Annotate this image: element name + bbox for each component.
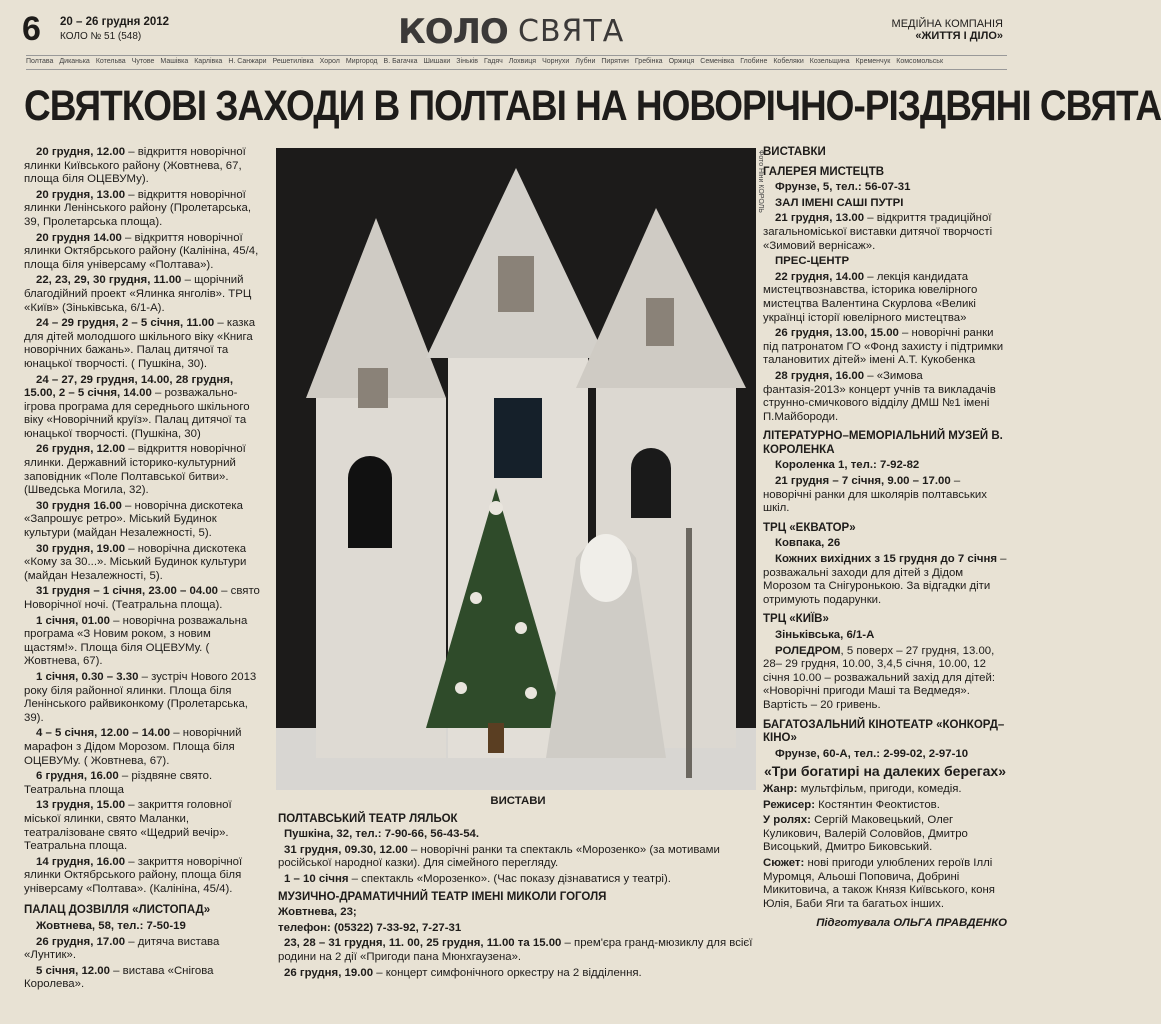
event-item: РОЛЕДРОМ, 5 поверх – 27 грудня, 13.00, 28– 29 грудня, 10.00, 3,4,5 січня, 10.00, 12 січня 10.00 – розважальний захід для дітей: «Новорічні пригоди Маші та Ведмедя». Вартість – 20 гривень. xyxy=(763,644,996,711)
event-item: 22, 23, 29, 30 грудня, 11.00 – щорічний благодійний проект «Ялинка янголів». ТРЦ «Київ» (Зіньківська, 6/1-А). xyxy=(24,274,252,314)
puppet-theatre-address: Пушкіна, 32, тел.: 7-90-66, 56-43-54. xyxy=(284,828,480,841)
city: Диканька xyxy=(59,58,90,65)
film-roles: У ролях: Сергій Маковецький, Олег Куликович, Валерій Соловйов, Дмитро Висоцький, Дмитро Биковський. xyxy=(763,814,968,854)
listopad-address: Жовтнева, 58, тел.: 7-50-19 xyxy=(36,920,186,933)
city: Миргород xyxy=(345,58,378,65)
event-item: 31 грудня – 1 січня, 23.00 – 04.00 – свято Новорічної ночі. (Театральна площа). xyxy=(24,585,260,611)
museum-title: ЛІТЕРАТУРНО–МЕМОРІАЛЬНИЙ МУЗЕЙ В. КОРОЛЕНКА xyxy=(763,430,1003,456)
middle-column xyxy=(278,795,758,982)
event-item: 6 грудня, 16.00 – різдвяне свято. Театральна площа xyxy=(24,770,213,796)
event-item: 1 січня, 01.00 – новорічна розважальна програма «З Новим роком, з новим щастям!». Площа біля ОЦЕВУМу. ( Жовтнева, 67). xyxy=(24,614,248,668)
media-company xyxy=(892,18,1003,42)
city: Чорнухи xyxy=(542,58,570,65)
event-item: 20 грудня, 13.00 – відкриття новорічної ялинки Ленінського району (Пролетарська, 39, Пролетарська площа). xyxy=(24,188,252,228)
city: Машівка xyxy=(160,58,189,65)
event-item: 24 – 29 грудня, 2 – 5 січня, 11.00 – казка для дітей молодшого шкільного віку «Книга новорічних бажань». Палац дитячої та юнацької творчості. ( Пушкіна, 30). xyxy=(24,317,256,370)
event-item: 1 січня, 0.30 – 3.30 – зустріч Нового 2013 року біля районної ялинки. Площа біля Ленінського райвиконкому (Пролетарська, 39). xyxy=(24,670,257,724)
city: В. Багачка xyxy=(383,58,418,65)
gallery-title: ГАЛЕРЕЯ МИСТЕЦТВ xyxy=(763,165,885,178)
event-item: 30 грудня, 19.00 – новорічна дискотека «Кому за 30...». Міський Будинок культури (майдан Незалежності, 5). xyxy=(24,542,247,582)
film-genre: Жанр: мультфільм, пригоди, комедія. xyxy=(763,782,962,795)
section-title: СВЯТА xyxy=(518,14,625,49)
event-item: 21 грудня, 13.00 – відкриття традиційної загальноміської виставки дитячої творчості «Зимовий вернісаж». xyxy=(763,212,993,252)
ekvator-title: ТРЦ «ЕКВАТОР» xyxy=(763,521,856,534)
gallery-address: Фрунзе, 5, тел.: 56-07-31 xyxy=(775,181,911,194)
city: Шишаки xyxy=(423,58,451,65)
film-plot: Сюжет: нові пригоди улюблених героїв Іллі Муромця, Альоші Поповича, Добрині Микитовича, а також Князя Київського, коня Юлія, Баби Яги та багатьох інших. xyxy=(763,856,995,910)
event-item: 30 грудня 16.00 – новорічна дискотека «Запрошує ретро». Міський Будинок культури (майдан Незалежності, 5). xyxy=(24,499,243,540)
event-item: 26 грудня, 17.00 – дитяча вистава «Лунтик». xyxy=(24,935,220,962)
cities-strip xyxy=(26,55,1007,70)
event-item: 24 – 27, 29 грудня, 14.00, 28 грудня, 15.00, 2 – 5 січня, 14.00 – розважально-ігрова програма для середнього шкільного віку «Новорічний круїз». Палац дитячої та юнацької творчості. (Пушкіна, 30) xyxy=(24,373,250,440)
event-item: 4 – 5 січня, 12.00 – 14.00 – новорічний марафон з Дідом Морозом. Площа біля ОЦЕВУМу. ( Жовтнева, 67). xyxy=(24,727,242,767)
cinema-address: Фрунзе, 60-А, тел.: 2-99-02, 2-97-10 xyxy=(775,747,969,760)
city: Гребінка xyxy=(634,58,663,65)
event-item: 22 грудня, 14.00 – лекція кандидата мистецтвознавства, історика ювелірного мистецтва Валентина Скурлова «Великі українці історії ювелірного мистецтва» xyxy=(763,270,978,324)
event-item: Кожних вихідних з 15 грудня до 7 січня – розважальні заходи для дітей з Дідом Морозом та Снігуронькою. За відгадки діти отримують подарунки. xyxy=(763,553,1007,606)
kolo-logo: КОЛО xyxy=(398,12,508,52)
kyiv-address: Зіньківська, 6/1-А xyxy=(775,629,875,641)
event-item: 14 грудня, 16.00 – закриття новорічної ялинки Октябрського району, площа біля універсаму «Полтава». (Калініна, 45/4). xyxy=(24,855,243,895)
event-item: 23, 28 – 31 грудня, 11. 00, 25 грудня, 11.00 та 15.00 – прем'єра гранд-мюзиклу для всієї родини на 2 дії «Пригоди пана Мюнхгаузена». xyxy=(278,937,753,963)
right-column xyxy=(763,146,1007,931)
event-item: 26 грудня, 19.00 – концерт симфонічного оркестру на 2 відділення. xyxy=(284,966,642,979)
city: Лубни xyxy=(575,58,596,65)
event-item: 13 грудня, 15.00 – закриття головної міської ялинки, свято Маланки, театралізоване свято «Щедрий вечір». Театральна площа. xyxy=(24,799,232,853)
city: Глобине xyxy=(740,58,768,65)
event-item: 31 грудня, 09.30, 12.00 – новорічні ранки та спектакль «Морозенко» (за мотивами російської народної казки). Для сімейного перегляду. xyxy=(278,843,720,870)
event-item: 20 грудня 14.00 – відкриття новорічної ялинки Октябрського району (Калініна, 45/4, площа біля універсаму «Полтава»). xyxy=(24,231,259,271)
author-signature: Підготувала ОЛЬГА ПРАВДЕНКО xyxy=(816,917,1007,930)
event-item: 1 – 10 січня – спектакль «Морозенко». (Час показу дізнаватися у театрі). xyxy=(284,872,671,885)
film-director: Режисер: Костянтин Феоктистов. xyxy=(763,798,940,811)
vystavky-title: ВИСТАВКИ xyxy=(763,146,826,158)
event-item: 26 грудня, 12.00 – відкриття новорічної ялинки. Державний історико-культурний заповідник «Поле Полтавської битви». (Шведська Могила, 32). xyxy=(24,443,246,497)
event-item: 26 грудня, 13.00, 15.00 – новорічні ранки під патронатом ГО «Фонд захисту і підтримки талановитих дітей» імені А.Т. Кукобенка xyxy=(763,327,1004,367)
city: Решетилівка xyxy=(272,58,314,65)
city: Хорол xyxy=(319,58,340,65)
vystavy-title: ВИСТАВИ xyxy=(490,795,546,807)
city: Гадяч xyxy=(483,58,503,65)
city: Пирятин xyxy=(601,58,629,65)
media-company-line1: МЕДІЙНА КОМПАНІЯ xyxy=(891,18,1003,30)
city: Зіньків xyxy=(456,58,478,65)
film-title: «Три богатирі на далеких берегах» xyxy=(763,763,1006,780)
gogol-theatre-title: МУЗИЧНО-ДРАМАТИЧНИЙ ТЕАТР ІМЕНІ МИКОЛИ ГОГОЛЯ xyxy=(278,890,607,903)
city: Кременчук xyxy=(855,58,891,65)
article-headline: СВЯТКОВІ ЗАХОДИ В ПОЛТАВІ НА НОВОРІЧНО-РІЗДВЯНІ СВЯТА xyxy=(24,82,1161,130)
city: Козельщина xyxy=(809,58,850,65)
kyiv-title: ТРЦ «КИЇВ» xyxy=(763,613,829,626)
city: Н. Санжари xyxy=(228,58,267,65)
city: Комсомольськ xyxy=(896,58,944,65)
hall-name: ЗАЛ ІМЕНІ САШІ ПУТРІ xyxy=(775,196,904,209)
puppet-theatre-title: ПОЛТАВСЬКИЙ ТЕАТР ЛЯЛЬОК xyxy=(278,812,458,825)
city: Полтава xyxy=(26,58,54,65)
ekvator-address: Ковпака, 26 xyxy=(775,537,841,550)
event-item: 20 грудня, 12.00 – відкриття новорічної ялинки Київського району (Жовтнева, 67, площа біля ОЦЕВУМу). xyxy=(24,146,246,186)
left-column xyxy=(24,146,264,994)
page-number: 6 xyxy=(22,10,41,48)
city: Оржиця xyxy=(668,58,695,65)
city: Карлівка xyxy=(194,58,223,65)
city: Семенівка xyxy=(700,58,735,65)
gogol-theatre-phone: телефон: (05322) 7-33-92, 7-27-31 xyxy=(278,921,462,934)
cinema-title: БАГАТОЗАЛЬНИЙ КІНОТЕАТР «КОНКОРД–КІНО» xyxy=(763,718,1005,745)
gogol-theatre-address: Жовтнева, 23; xyxy=(278,906,357,919)
event-item: 5 січня, 12.00 – вистава «Снігова Королева». xyxy=(24,964,214,991)
city: Лохвиця xyxy=(508,58,537,65)
listopad-title: ПАЛАЦ ДОЗВІЛЛЯ «ЛИСТОПАД» xyxy=(24,904,211,917)
photo-credit: Фото Ніни КОРОЛЬ xyxy=(757,150,764,213)
media-company-line2: «ЖИТТЯ І ДІЛО» xyxy=(915,30,1003,42)
city: Котельва xyxy=(95,58,126,65)
press-center-title: ПРЕС-ЦЕНТР xyxy=(775,255,850,268)
event-item: 21 грудня – 7 січня, 9.00 – 17.00 – новорічні ранки для школярів полтавських шкіл. xyxy=(763,475,987,515)
christmas-scene-photo xyxy=(276,148,756,790)
city: Кобеляки xyxy=(773,58,804,65)
city: Чутове xyxy=(131,58,155,65)
santa-castle-illustration xyxy=(276,148,756,790)
event-item: 28 грудня, 16.00 – «Зимова фантазія-2013» концерт учнів та викладачів струнно-смичкового відділу ДМШ №1 імені П.Майбороди. xyxy=(763,369,996,423)
museum-address: Короленка 1, тел.: 7-92-82 xyxy=(775,459,920,472)
issue-number: КОЛО № 51 (548) xyxy=(60,31,142,42)
issue-date: 20 – 26 грудня 2012 xyxy=(60,16,170,28)
